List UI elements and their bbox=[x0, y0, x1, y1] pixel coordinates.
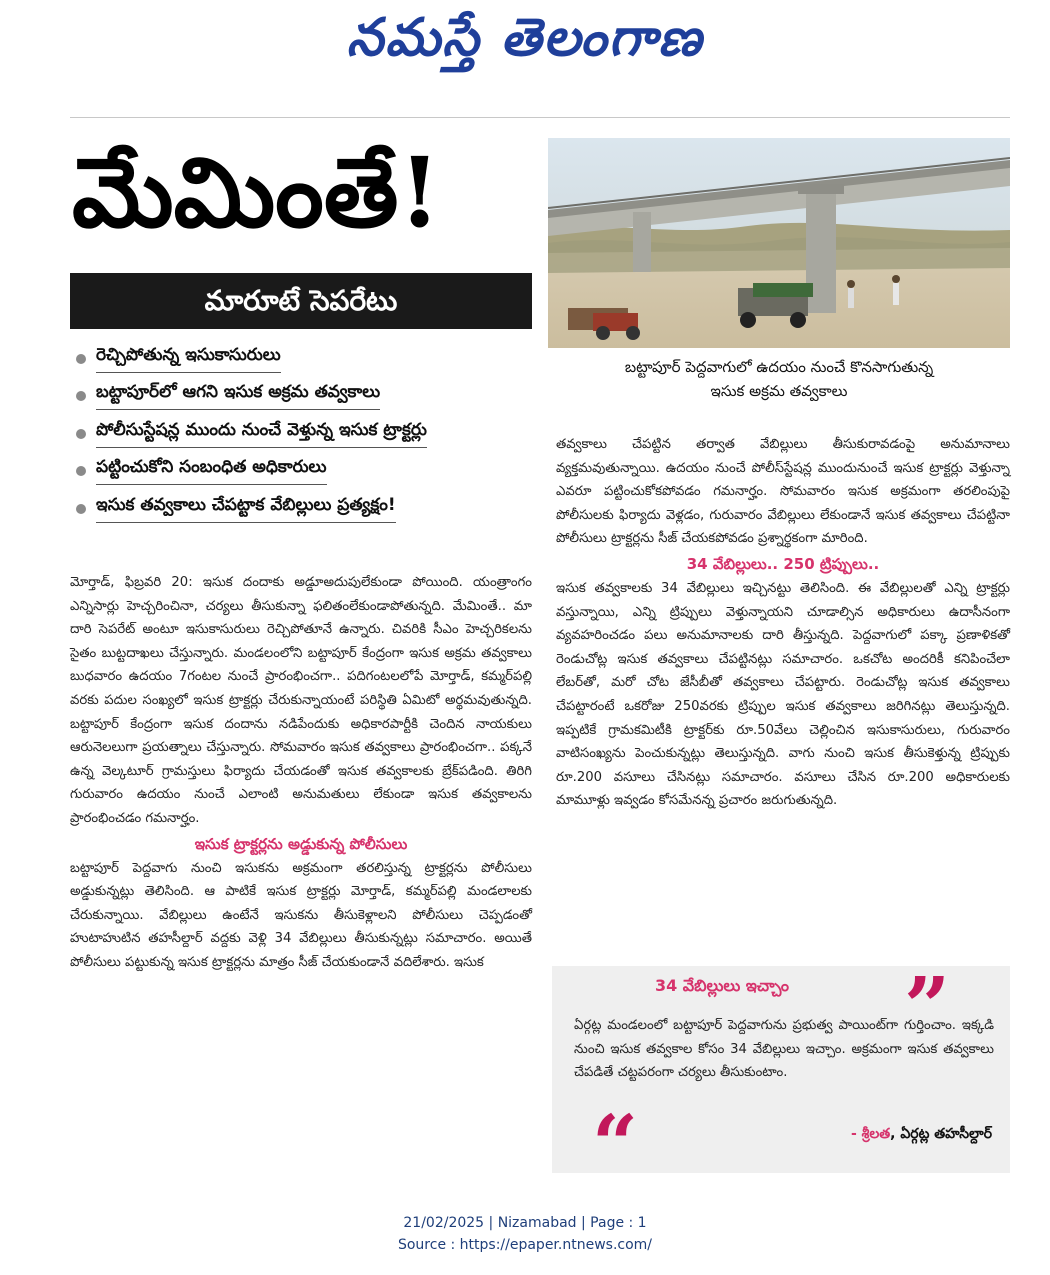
highlight-text: పోలీసుస్టేషన్ల ముందు నుంచే వెళ్తున్న ఇసుక ట్రాక్టర్లు bbox=[96, 420, 427, 448]
section-subheading: ఇసుక ట్రాక్టర్లను అడ్డుకున్న పోలీసులు bbox=[194, 834, 408, 853]
list-item bbox=[70, 378, 540, 416]
masthead bbox=[0, 8, 1050, 81]
news-photo bbox=[548, 138, 1010, 348]
section-subheading: 34 వేబిల్లులు.. 250 ట్రిప్పులు.. bbox=[686, 554, 880, 573]
bullet-icon bbox=[76, 429, 86, 439]
quote-open-icon: ” bbox=[904, 959, 951, 1053]
article-paragraph: బట్టాపూర్ పెద్దవాగు నుంచి ఇసుకను అక్రమంగా తరలిస్తున్న ట్రాక్టర్లను పోలీసులు అడ్డుకున్నట్లు తెలిసింది. ఆ పాటికే ఇసుక ట్రాక్టర్లు మోర్తాడ్, కమ్మర్‌పల్లి మండలాలకు చేరుకున్నాయి. వేబిల్లులు ఉంటేనే ఇసుకను తీసుకెళ్లాలని పోలీసులు చెప్పడంతో హుటాహుటిన తహసీల్దార్ వద్దకు వెళ్లి 34 వేబిల్లులు తీసుకున్నట్లు సమాచారం. అయితే పోలీసులు పట్టుకున్న ఇసుక ట్రాక్టర్లను మాత్రం సీజ్ చేయకుండానే వదిలేశారు. ఇసుక bbox=[70, 860, 532, 970]
highlight-text: పట్టించుకోని సంబంధిత అధికారులు bbox=[96, 457, 327, 485]
bullet-icon bbox=[76, 354, 86, 364]
article-right-column bbox=[556, 433, 1010, 813]
page-footer bbox=[0, 1212, 1050, 1256]
article-paragraph: తవ్వకాలు చేపట్టిన తర్వాత వేబిల్లులు తీసుకురావడంపై అనుమానాలు వ్యక్తమవుతున్నాయి. ఉదయం నుంచే పోలీస్‌స్టేషన్ల ముందునుంచే ఇసుక ట్రాక్టర్లు వెళ్తున్నా ఎవరూ పట్టించుకోకపోవడం గమనార్హం. సోమవారం ఇసుక అక్రమంగా తరలింపుపై పోలీసులకు ఫిర్యాదు వెళ్లడం, గురువారం వేబిల్లులు లేకుండానే ఇసుక తవ్వకాలు చేపట్టినా పోలీసులు ట్రాక్టర్లను సీజ్ చేయకపోవడం ప్రశ్నార్థకంగా మారింది. bbox=[556, 437, 1010, 547]
list-item bbox=[70, 415, 540, 453]
article-paragraph: ఇసుక తవ్వకాలకు 34 వేబిల్లులు ఇచ్చినట్టు తెలిసింది. ఈ వేబిల్లులతో ఎన్ని ట్రాక్టర్లు వస్తున్నాయి, ఎన్ని ట్రిప్పులు వెళ్తున్నాయని చూడాల్సిన అధికారులు ఉదాసీనంగా వ్యవహరించడం పలు అనుమానాలకు దారి తీస్తున్నది. పెద్దవాగులో పక్కా ప్రణాళికతో రెండుచోట్ల ఇసుక తవ్వకాలు చేపట్టినట్లు సమాచారం. ఒకచోట అందరికీ కనిపించేలా లేబర్‌తో, మరో చోట జేసీబీతో తవ్వకాలు చేపట్టారు. రెండుచోట్ల ఇసుక తవ్వకాలు చేపట్టారంటే ఒకరోజు 250వరకు ట్రిప్పుల ఇసుక తవ్వకాలు జరిగినట్లు తెలుస్తున్నది. ఇప్పటికే గ్రామకమిటీకి ట్రాక్టర్‌కు రూ.50వేలు చెల్లించిన ఇసుకాసురులు, గురువారం వాటిసంఖ్యను పెంచుకున్నట్లు తెలుస్తున్నది. వాగు నుంచి ఇసుక తీసుకెళ్తున్న ట్రిప్పుకు రూ.200 వసూలు చేసినట్లు సమాచారం. వసూలు చేసిన రూ.200 అధికారులకు మామూళ్లు ఇవ్వడం కోసమేనన్న ప్రచారం జరుగుతున్నది. bbox=[556, 580, 1010, 809]
river-bridge-photo bbox=[548, 138, 1010, 348]
quote-author: - శ్రీలత bbox=[850, 1126, 891, 1142]
bullet-icon bbox=[76, 466, 86, 476]
photo-caption bbox=[548, 355, 1010, 403]
quote-text: ఏర్గట్ల మండలంలో బట్టాపూర్ పెద్దవాగును ప్రభుత్వ పాయింట్‌గా గుర్తించాం. ఇక్కడి నుంచి ఇసుక తవ్వకాల కోసం 34 వేబిల్లులు ఇచ్చాం. అక్రమంగా ఇసుక తవ్వకాలు చేపడితే చట్టపరంగా చర్యలు తీసుకుంటాం. bbox=[574, 1018, 994, 1081]
source-link[interactable]: Source : https://epaper.ntnews.com/ bbox=[397, 1237, 653, 1253]
masthead-divider bbox=[70, 117, 1010, 118]
highlight-text: రెచ్చిపోతున్న ఇసుకాసురులు bbox=[96, 345, 281, 373]
subheading-bar bbox=[70, 273, 532, 329]
masthead-title: నమస్తే తెలంగాణ bbox=[346, 8, 704, 68]
highlight-text: బట్టాపూర్‌లో ఆగని ఇసుక అక్రమ తవ్వకాలు bbox=[96, 382, 380, 410]
list-item bbox=[70, 453, 540, 491]
headline: మేమింతే! bbox=[72, 136, 441, 249]
quote-box bbox=[552, 959, 1010, 1191]
quote-attribution bbox=[851, 1126, 992, 1145]
bullet-icon bbox=[76, 391, 86, 401]
bullet-icon bbox=[76, 504, 86, 514]
article-left-column bbox=[70, 571, 532, 975]
list-item bbox=[70, 340, 540, 378]
quote-close-icon: “ bbox=[592, 1097, 639, 1191]
subheading: మారూటే సెపరేటు bbox=[204, 284, 398, 317]
caption-line: బట్టాపూర్ పెద్దవాగులో ఉదయం నుంచే కొనసాగుతున్న bbox=[624, 358, 934, 376]
article-paragraph: మోర్తాడ్, ఫిబ్రవరి 20: ఇసుక దందాకు అడ్డూఅదుపులేకుండా పోయింది. యంత్రాంగం ఎన్నిసార్లు హెచ్చరించినా, చర్యలు తీసుకున్నా ఫలితంలేకుండాపోతున్నది. మేమింతే.. మా దారి సెపరేట్ అంటూ ఇసుకాసురులు రెచ్చిపోతూనే ఉన్నారు. చివరికి సీఎం హెచ్చరికలను సైతం బుట్టదాఖలు చేస్తున్నారు. మండలంలోని బట్టాపూర్ కేంద్రంగా ఇసుక అక్రమ తవ్వకాలు బుధవారం ఉదయం 7గంటల నుంచే ప్రారంభించగా.. పదిగంటలలోపే మోర్తాడ్, కమ్మర్‌పల్లి వరకు పదుల సంఖ్యలో ఇసుక ట్రాక్టర్లు చేరుకున్నాయంటే పరిస్థితి ఏమిటో అర్థమవుతున్నది. బట్టాపూర్ కేంద్రంగా ఇసుక దందాను నడిపేందుకు అధికారపార్టీకి చెందిన నాయకులు ఆరునెలలుగా ప్రయత్నాలు చేస్తున్నారు. సోమవారం ఇసుక తవ్వకాలు ప్రారంభించగా.. పక్కనే ఉన్న వెల్కటూర్ గ్రామస్తులు ఫిర్యాదు చేయడంతో ఇసుక తవ్వకాలకు బ్రేక్‌పడింది. తిరిగి గురువారం ఉదయం నుంచే ఎలాంటి అనుమతులు లేకుండా ఇసుక తవ్వకాలను ప్రారంభించడం గమనార్హం. bbox=[70, 575, 532, 826]
list-item bbox=[70, 490, 540, 528]
quote-author-role: , ఏర్గట్ల తహసీల్దార్ bbox=[890, 1126, 992, 1142]
edition-info: 21/02/2025 | Nizamabad | Page : 1 bbox=[403, 1215, 647, 1231]
highlight-text: ఇసుక తవ్వకాలు చేపట్టాక వేబిల్లులు ప్రత్యక్షం! bbox=[96, 495, 396, 523]
quote-title: 34 వేబిల్లులు ఇచ్చాం bbox=[654, 976, 790, 995]
caption-line: ఇసుక అక్రమ తవ్వకాలు bbox=[710, 382, 848, 400]
highlights-list bbox=[70, 340, 540, 528]
